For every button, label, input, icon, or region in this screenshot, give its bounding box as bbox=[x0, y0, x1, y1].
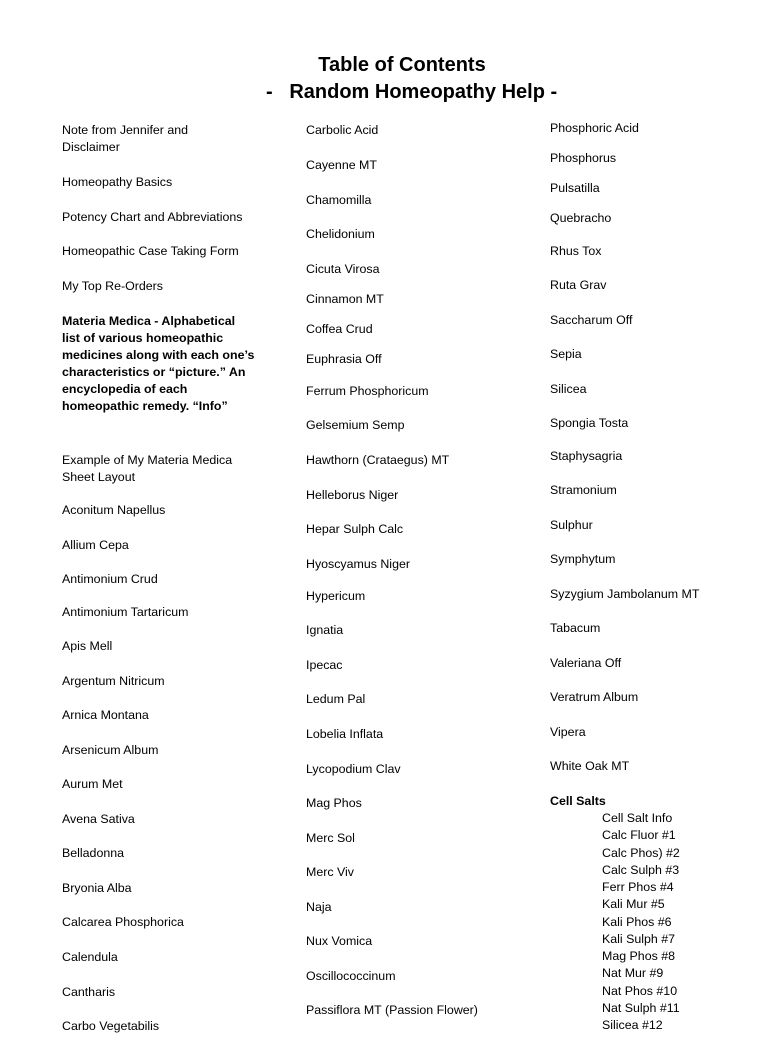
toc-entry[interactable]: Sepia bbox=[550, 347, 582, 361]
toc-entry[interactable]: Naja bbox=[306, 900, 332, 914]
cell-salt-item[interactable]: Kali Sulph #7 bbox=[602, 932, 676, 946]
toc-entry[interactable]: Antimonium Crud bbox=[62, 572, 158, 586]
cell-salts-heading[interactable]: Cell Salts bbox=[550, 794, 606, 808]
toc-entry[interactable]: Staphysagria bbox=[550, 449, 623, 463]
cell-salt-item[interactable]: Ferr Phos #4 bbox=[602, 880, 674, 894]
toc-entry[interactable]: Note from Jennifer and Disclaimer bbox=[62, 123, 189, 154]
toc-entry[interactable]: Belladonna bbox=[62, 846, 125, 860]
toc-entry[interactable]: Cicuta Virosa bbox=[306, 262, 380, 276]
toc-entry[interactable]: Rhus Tox bbox=[550, 244, 602, 258]
toc-entry[interactable]: Syzygium Jambolanum MT bbox=[550, 587, 700, 601]
toc-entry[interactable]: Hypericum bbox=[306, 589, 366, 603]
toc-entry[interactable]: Phosphoric Acid bbox=[550, 121, 639, 135]
toc-entry[interactable]: Euphrasia Off bbox=[306, 352, 382, 366]
toc-entry[interactable]: Arsenicum Album bbox=[62, 743, 159, 757]
toc-entry[interactable]: Ledum Pal bbox=[306, 692, 366, 706]
toc-entry[interactable]: Carbolic Acid bbox=[306, 123, 379, 137]
toc-entry[interactable]: Cinnamon MT bbox=[306, 292, 384, 306]
toc-entry[interactable]: Hawthorn (Crataegus) MT bbox=[306, 453, 450, 467]
toc-entry[interactable]: Aconitum Napellus bbox=[62, 503, 166, 517]
toc-entry[interactable]: Passiflora MT (Passion Flower) bbox=[306, 1003, 478, 1017]
toc-entry[interactable]: Ignatia bbox=[306, 623, 344, 637]
toc-entry[interactable]: Cantharis bbox=[62, 985, 116, 999]
toc-entry[interactable]: Silicea bbox=[550, 382, 587, 396]
toc-entry[interactable]: Potency Chart and Abbreviations bbox=[62, 210, 243, 224]
toc-entry[interactable]: Stramonium bbox=[550, 483, 617, 497]
toc-entry[interactable]: Homeopathic Case Taking Form bbox=[62, 244, 239, 258]
toc-entry[interactable]: Apis Mell bbox=[62, 639, 113, 653]
cell-salt-item[interactable]: Nat Mur #9 bbox=[602, 966, 664, 980]
toc-entry[interactable]: Merc Sol bbox=[306, 831, 355, 845]
toc-entry[interactable]: Tabacum bbox=[550, 621, 601, 635]
toc-entry[interactable]: Allium Cepa bbox=[62, 538, 129, 552]
cell-salt-item[interactable]: Mag Phos #8 bbox=[602, 949, 676, 963]
toc-entry[interactable]: Saccharum Off bbox=[550, 313, 633, 327]
page-title: Table of Contents bbox=[318, 54, 486, 76]
toc-entry[interactable]: Aurum Met bbox=[62, 777, 123, 791]
toc-entry[interactable]: Arnica Montana bbox=[62, 708, 149, 722]
toc-entry[interactable]: Coffea Crud bbox=[306, 322, 373, 336]
toc-entry[interactable]: Hyoscyamus Niger bbox=[306, 557, 410, 571]
toc-entry[interactable]: Merc Viv bbox=[306, 865, 354, 879]
toc-entry[interactable]: Gelsemium Semp bbox=[306, 418, 405, 432]
cell-salt-item[interactable]: Nat Phos #10 bbox=[602, 984, 678, 998]
toc-entry[interactable]: Carbo Vegetabilis bbox=[62, 1019, 160, 1033]
toc-entry[interactable]: Pulsatilla bbox=[550, 181, 600, 195]
cell-salt-item[interactable]: Silicea #12 bbox=[602, 1018, 663, 1032]
toc-entry[interactable]: Cayenne MT bbox=[306, 158, 377, 172]
cell-salt-item[interactable]: Calc Phos) #2 bbox=[602, 846, 680, 860]
toc-entry[interactable]: Argentum Nitricum bbox=[62, 674, 165, 688]
cell-salt-item[interactable]: Kali Mur #5 bbox=[602, 897, 665, 911]
cell-salt-item[interactable]: Cell Salt Info bbox=[602, 811, 673, 825]
toc-entry[interactable]: Avena Sativa bbox=[62, 812, 135, 826]
toc-entry[interactable]: Homeopathy Basics bbox=[62, 175, 173, 189]
toc-entry[interactable]: Spongia Tosta bbox=[550, 416, 629, 430]
toc-entry[interactable]: Example of My Materia Medica Sheet Layout bbox=[62, 453, 233, 484]
toc-entry[interactable]: Vipera bbox=[550, 725, 586, 739]
toc-entry[interactable]: Chamomilla bbox=[306, 193, 372, 207]
toc-entry[interactable]: Mag Phos bbox=[306, 796, 362, 810]
toc-entry[interactable]: Antimonium Tartaricum bbox=[62, 605, 189, 619]
toc-entry[interactable]: My Top Re-Orders bbox=[62, 279, 163, 293]
toc-entry[interactable]: Ruta Grav bbox=[550, 278, 607, 292]
toc-entry[interactable]: Oscillococcinum bbox=[306, 969, 396, 983]
toc-entry[interactable]: Bryonia Alba bbox=[62, 881, 132, 895]
toc-entry[interactable]: Calcarea Phosphorica bbox=[62, 915, 184, 929]
toc-entry[interactable]: Hepar Sulph Calc bbox=[306, 522, 404, 536]
toc-entry[interactable]: Calendula bbox=[62, 950, 118, 964]
toc-entry[interactable]: Ipecac bbox=[306, 658, 343, 672]
toc-entry[interactable]: Lobelia Inflata bbox=[306, 727, 384, 741]
page-subtitle: - Random Homeopathy Help - bbox=[266, 81, 558, 103]
cell-salt-item[interactable]: Calc Fluor #1 bbox=[602, 828, 676, 842]
toc-entry[interactable]: Quebracho bbox=[550, 211, 612, 225]
toc-entry[interactable]: Symphytum bbox=[550, 552, 616, 566]
toc-entry-materia-medica[interactable]: Materia Medica - Alphabetical list of various homeopathic medicines along with each one’s characteristics or “picture.” An encyclopedia of each homeopathic remedy. “Info” bbox=[62, 314, 255, 413]
cell-salt-item[interactable]: Kali Phos #6 bbox=[602, 915, 672, 929]
cell-salt-item[interactable]: Calc Sulph #3 bbox=[602, 863, 680, 877]
toc-entry[interactable]: Sulphur bbox=[550, 518, 593, 532]
toc-entry[interactable]: Valeriana Off bbox=[550, 656, 622, 670]
toc-entry[interactable]: White Oak MT bbox=[550, 759, 630, 773]
toc-entry[interactable]: Lycopodium Clav bbox=[306, 762, 401, 776]
toc-entry[interactable]: Chelidonium bbox=[306, 227, 375, 241]
toc-entry[interactable]: Phosphorus bbox=[550, 151, 617, 165]
toc-entry[interactable]: Helleborus Niger bbox=[306, 488, 399, 502]
toc-entry[interactable]: Veratrum Album bbox=[550, 690, 639, 704]
cell-salt-item[interactable]: Nat Sulph #11 bbox=[602, 1001, 680, 1015]
toc-entry[interactable]: Ferrum Phosphoricum bbox=[306, 384, 429, 398]
toc-entry[interactable]: Nux Vomica bbox=[306, 934, 373, 948]
